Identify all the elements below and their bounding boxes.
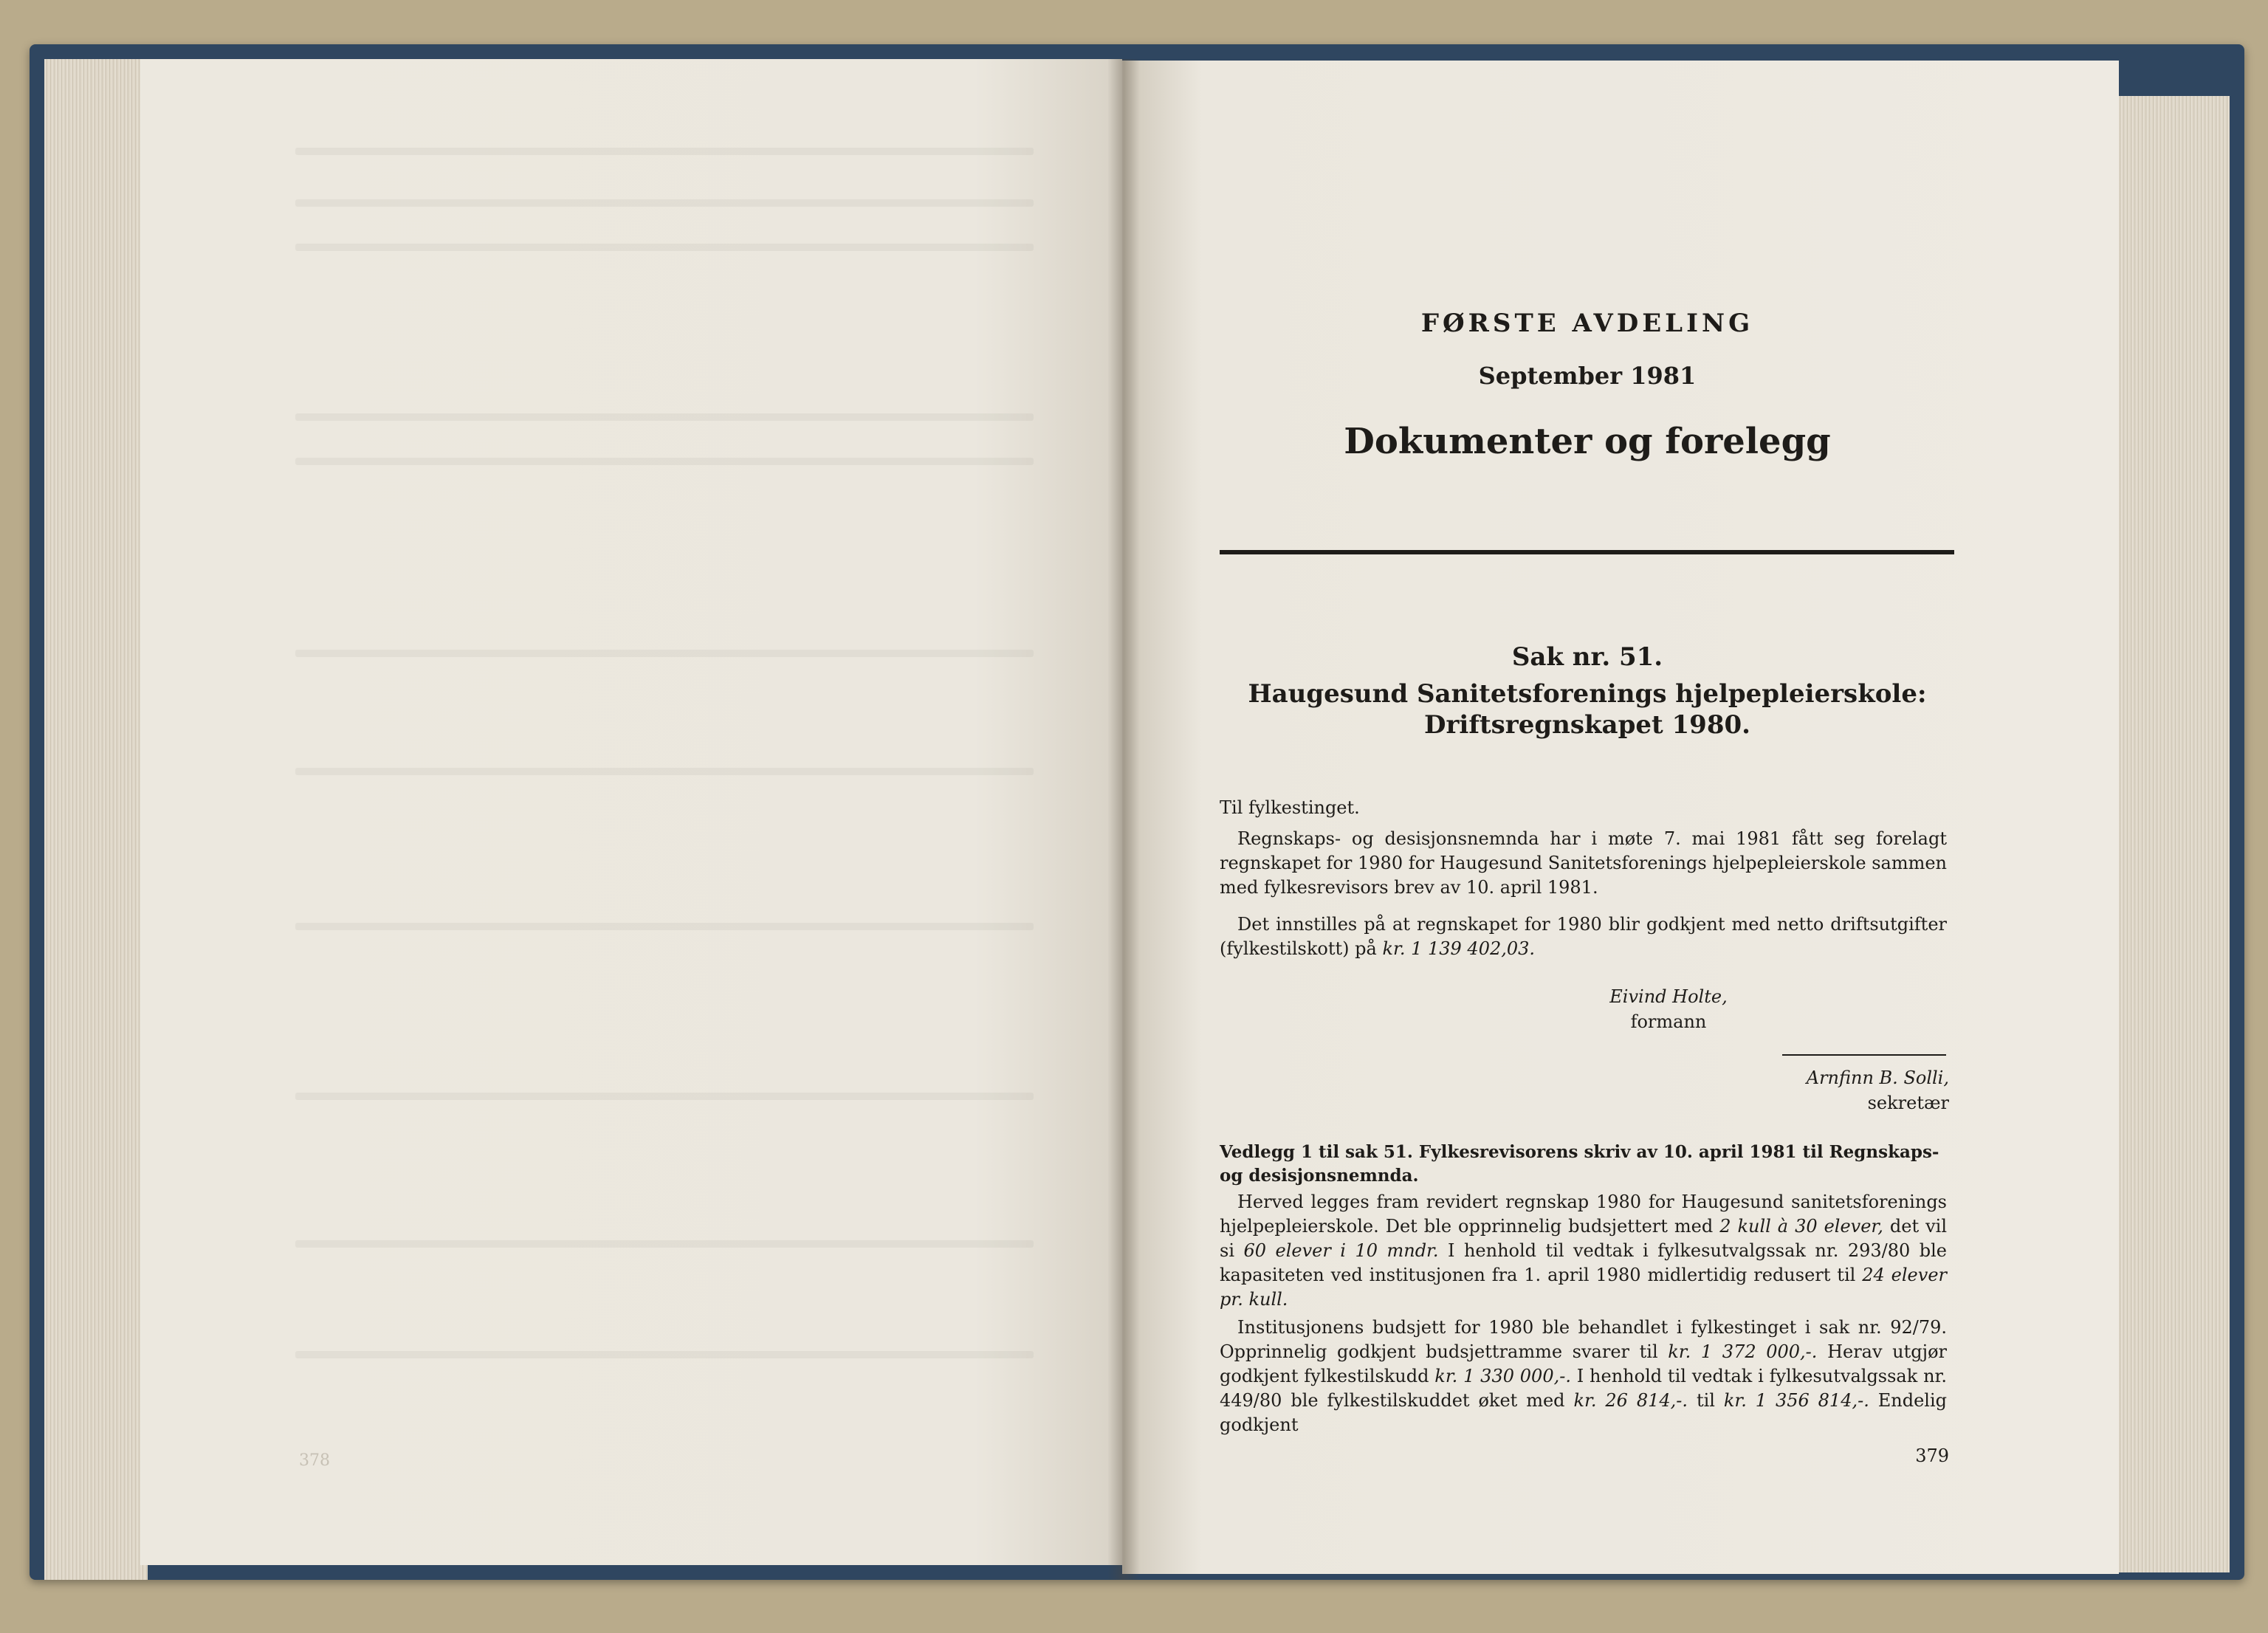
paragraph-4-italic: kr. 1 356 814,-. xyxy=(1723,1390,1869,1411)
bleed-through-line xyxy=(295,1093,1034,1100)
paragraph-4-part: Endelig godkjent xyxy=(1220,1390,1948,1435)
paragraph-4-italic: kr. 26 814,-. xyxy=(1573,1390,1688,1411)
bleed-through-line xyxy=(295,1240,1034,1248)
paragraph-4 xyxy=(1220,1316,1947,1437)
paragraph-3 xyxy=(1220,1190,1947,1312)
bleed-through-line xyxy=(295,148,1034,155)
page-edges-right xyxy=(2111,96,2230,1572)
signature-1-name: Eivind Holte, xyxy=(1609,986,1728,1007)
paragraph-2-amount: kr. 1 139 402,03. xyxy=(1382,938,1536,959)
sak-title-line1: Haugesund Sanitetsforenings hjelpepleierskole: xyxy=(1248,679,1927,709)
sak-title-line2: Driftsregnskapet 1980. xyxy=(1424,710,1750,740)
paragraph-3-italic: 2 kull à 30 elever, xyxy=(1719,1216,1883,1237)
sak-number: Sak nr. 51. xyxy=(1511,642,1663,672)
bleed-through-line xyxy=(295,1351,1034,1358)
paragraph-2 xyxy=(1220,912,1947,961)
section-heading: FØRSTE AVDELING xyxy=(1420,309,1754,338)
paragraph-3-italic: 60 elever i 10 mndr. xyxy=(1243,1240,1439,1261)
session-date: September 1981 xyxy=(1478,362,1697,390)
book-gutter xyxy=(1107,59,1140,1580)
paragraph-4-part: Institusjonens budsjett for 1980 ble behandlet i fylkestinget i sak nr. 92/79. Opprinnelig godkjent budsjettramme svarer til xyxy=(1220,1317,1947,1362)
signature-2-role: sekretær xyxy=(1867,1093,1949,1113)
paragraph-3-part: det vil si xyxy=(1220,1216,1947,1261)
bleed-through-line xyxy=(295,244,1034,251)
paragraph-4-part: Herav utgjør godkjent fylkestilskudd xyxy=(1220,1341,1947,1386)
left-page xyxy=(140,59,1122,1565)
addressee: Til fylkestinget. xyxy=(1220,797,1360,818)
paragraph-4-italic: kr. 1 330 000,-. xyxy=(1434,1366,1571,1386)
paragraph-4-italic: kr. 1 372 000,-. xyxy=(1668,1341,1818,1362)
paragraph-3-part: I henhold til vedtak i fylkesutvalgssak nr. 293/80 ble kapasiteten ved institusjonen fra 1. april 1980 midlertidig redusert til xyxy=(1220,1240,1947,1285)
bleed-through-line xyxy=(295,199,1034,207)
page-edges-left xyxy=(44,59,148,1580)
paragraph-4-part: I henhold til vedtak i fylkesutvalgssak nr. 449/80 ble fylkestilskuddet øket med xyxy=(1220,1366,1948,1411)
paragraph-2-text: Det innstilles på at regnskapet for 1980 blir godkjent med netto driftsutgifter (fylkestilskott) på xyxy=(1220,914,1947,959)
bleed-through-line xyxy=(295,650,1034,657)
bleed-through-line xyxy=(295,768,1034,775)
paragraph-1: Regnskaps- og desisjonsnemnda har i møte 7. mai 1981 fått seg forelagt regnskapet for 1980 for Haugesund Sanitetsforenings hjelpepleierskole sammen med fylkesrevisors brev av 10. april 1981. xyxy=(1220,828,1947,898)
bleed-through-line xyxy=(295,923,1034,930)
right-page-number: 379 xyxy=(1915,1445,1949,1466)
bleed-through-line xyxy=(295,458,1034,465)
vedlegg-heading: Vedlegg 1 til sak 51. Fylkesrevisorens skriv av 10. april 1981 til Regnskaps- og desisjonsnemnda. xyxy=(1220,1142,1939,1186)
main-title: Dokumenter og forelegg xyxy=(1344,421,1831,462)
signature-1-role: formann xyxy=(1630,1011,1707,1032)
paragraph-3-part: Herved legges fram revidert regnskap 1980 for Haugesund sanitetsforenings hjelpepleierskole. Det ble opprinnelig budsjettert med xyxy=(1220,1192,1947,1237)
heading-rule xyxy=(1220,550,1954,554)
paragraph-3-italic: 24 elever pr. kull. xyxy=(1220,1265,1947,1310)
signature-2-name: Arnfinn B. Solli, xyxy=(1806,1068,1949,1088)
bleed-through-line xyxy=(295,413,1034,421)
signature-rule xyxy=(1782,1054,1946,1056)
paragraph-4-part: til xyxy=(1696,1390,1715,1411)
left-page-number: 378 xyxy=(299,1451,330,1470)
